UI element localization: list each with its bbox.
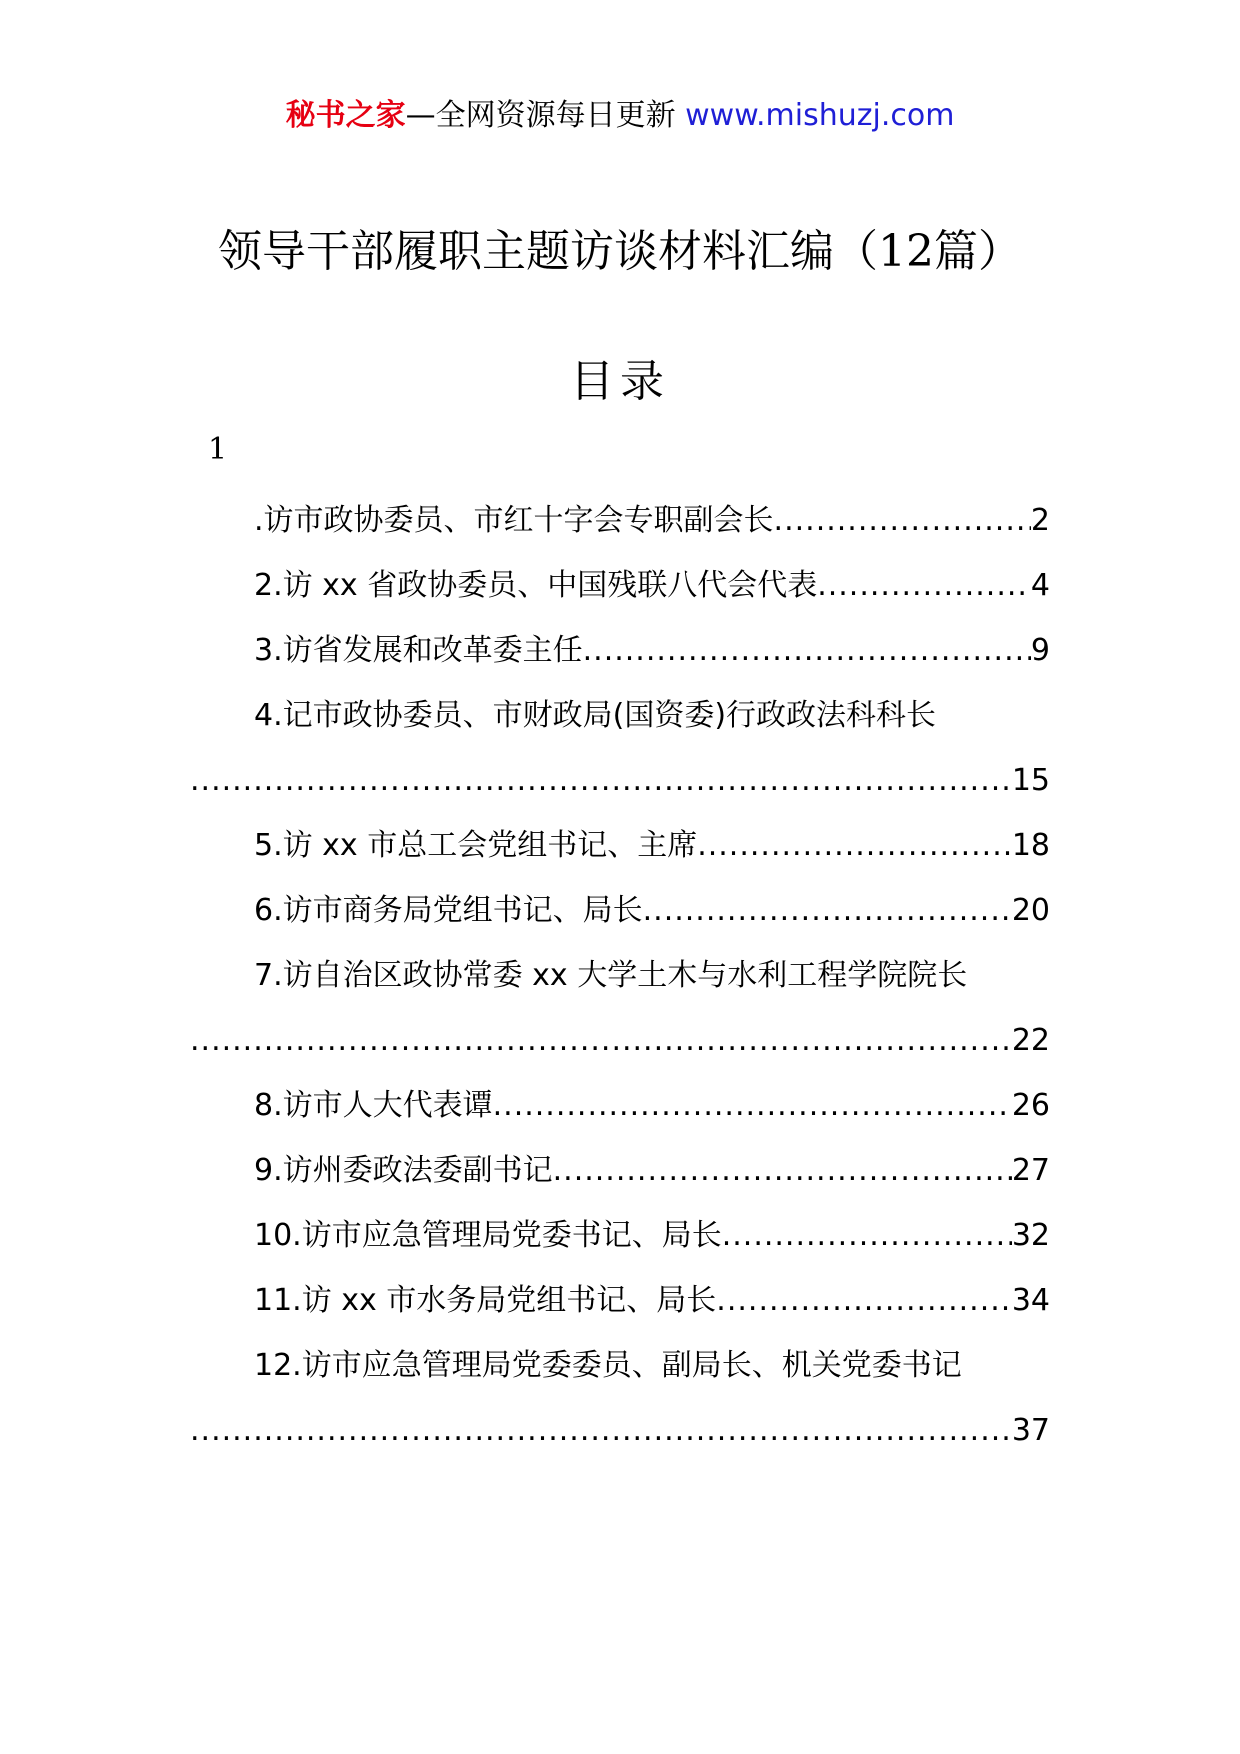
- toc-entry-page: 32: [1011, 1218, 1050, 1253]
- brand-name: 秘书之家: [285, 98, 406, 133]
- toc-entry-title: 6.访市商务局党组书记、局长: [254, 893, 643, 928]
- toc-entry-line: [190, 878, 1050, 943]
- toc-entry-title: 9.访州委政法委副书记: [254, 1153, 553, 1188]
- toc-entry-line: [190, 488, 1050, 553]
- toc-entry-second-line: [190, 748, 1050, 813]
- toc-entry-page: 20: [1011, 893, 1050, 928]
- toc-entry-line: [190, 618, 1050, 683]
- toc-entry-title: .访市政协委员、市红十字会专职副会长: [254, 503, 774, 538]
- toc-entry[interactable]: [190, 1333, 1050, 1463]
- toc-entry-first-line: [190, 683, 1050, 748]
- toc-entry-page: 18: [1011, 828, 1050, 863]
- site-url-link[interactable]: www.mishuzj.com: [685, 98, 955, 133]
- toc-heading: 目录: [570, 356, 670, 407]
- toc-entry[interactable]: [190, 1138, 1050, 1203]
- title-suffix: 篇）: [934, 226, 1022, 277]
- toc-entry-line: [190, 1268, 1050, 1333]
- title-prefix: 领导干部履职主题访谈材料汇编（: [218, 226, 878, 277]
- toc-entry-page: 15: [1011, 763, 1050, 798]
- toc-dot-leader: [643, 878, 1012, 943]
- toc-entry-title: 7.访自治区政协常委 xx 大学土木与水利工程学院院长: [254, 958, 968, 993]
- toc-entry-page: 27: [1011, 1153, 1050, 1188]
- toc-entry-line: [190, 553, 1050, 618]
- toc-dot-leader: [493, 1073, 1012, 1138]
- table-of-contents: [190, 488, 1050, 1463]
- toc-dot-leader: [190, 1398, 1012, 1463]
- toc-dot-leader: [716, 1268, 1012, 1333]
- toc-entry-title: 2.访 xx 省政协委员、中国残联八代会代表: [254, 568, 818, 603]
- toc-entry[interactable]: [190, 1073, 1050, 1138]
- toc-dot-leader: [190, 748, 1012, 813]
- toc-entry-page: 4: [1030, 568, 1050, 603]
- toc-entry[interactable]: [190, 1268, 1050, 1333]
- toc-entry[interactable]: [190, 813, 1050, 878]
- toc-entry[interactable]: [190, 1203, 1050, 1268]
- site-header: [0, 96, 1240, 136]
- toc-dot-leader: [583, 618, 1031, 683]
- toc-entry-page: 22: [1011, 1023, 1050, 1058]
- toc-entry-page: 34: [1011, 1283, 1050, 1318]
- toc-dot-leader: [817, 553, 1031, 618]
- toc-entry-first-line: [190, 943, 1050, 1008]
- toc-dot-leader: [553, 1138, 1012, 1203]
- toc-entry-page: 2: [1030, 503, 1050, 538]
- toc-entry-line: [190, 1138, 1050, 1203]
- site-tagline: —全网资源每日更新: [405, 98, 676, 133]
- toc-entry-line: [190, 1203, 1050, 1268]
- toc-entry[interactable]: [190, 488, 1050, 553]
- toc-entry-second-line: [190, 1398, 1050, 1463]
- toc-entry-first-line: [190, 1333, 1050, 1398]
- title-count: 12: [878, 226, 934, 277]
- toc-dot-leader: [774, 488, 1031, 553]
- toc-entry-title: 8.访市人大代表谭: [254, 1088, 493, 1123]
- toc-dot-leader: [190, 1008, 1012, 1073]
- toc-entry-page: 37: [1011, 1413, 1050, 1448]
- toc-entry-title: 10.访市应急管理局党委书记、局长: [254, 1218, 722, 1253]
- toc-entry[interactable]: [190, 618, 1050, 683]
- toc-entry-title: 11.访 xx 市水务局党组书记、局长: [254, 1283, 717, 1318]
- toc-entry-title: 5.访 xx 市总工会党组书记、主席: [254, 828, 698, 863]
- toc-dot-leader: [697, 813, 1012, 878]
- toc-entry-line: [190, 813, 1050, 878]
- toc-entry-page: 9: [1030, 633, 1050, 668]
- document-title: [0, 222, 1240, 282]
- toc-entry-page: 26: [1011, 1088, 1050, 1123]
- toc-entry-title: 4.记市政协委员、市财政局(国资委)行政政法科科长: [254, 698, 937, 733]
- page-marker: 1: [208, 432, 228, 467]
- toc-dot-leader: [722, 1203, 1012, 1268]
- toc-entry[interactable]: [190, 683, 1050, 813]
- toc-entry-second-line: [190, 1008, 1050, 1073]
- toc-entry-title: 12.访市应急管理局党委委员、副局长、机关党委书记: [254, 1348, 962, 1383]
- toc-entry-line: [190, 1073, 1050, 1138]
- toc-entry[interactable]: [190, 943, 1050, 1073]
- toc-entry[interactable]: [190, 553, 1050, 618]
- toc-entry-title: 3.访省发展和改革委主任: [254, 633, 583, 668]
- toc-entry[interactable]: [190, 878, 1050, 943]
